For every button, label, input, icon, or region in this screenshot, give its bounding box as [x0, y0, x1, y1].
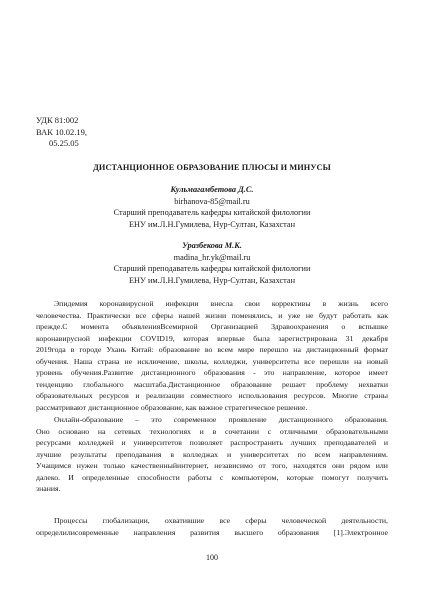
page-number: 100 — [206, 553, 218, 562]
author-block — [36, 240, 388, 286]
text-line: 2019года в городе Ухань Китай: образование во всем мире перешло на дистанционный формат — [36, 345, 388, 355]
author-email: birhanova-85@mail.ru — [174, 196, 250, 206]
text-line: лучшие результаты преподавания в колледжах и университетах по всем направлениям. — [36, 449, 388, 459]
body-paragraph — [36, 298, 388, 413]
body-paragraph — [36, 515, 388, 538]
text-line: прежде.С момента объявленияВсемирной Организацией Здравоохранения о вспышке — [36, 322, 388, 332]
text-line: Онлайн-образование – это современное проявление дистанционного образования. — [54, 415, 388, 424]
text-line: уровень обучения.Развитие дистанционного образования - это направление, которое имеет — [36, 368, 388, 378]
author-position: Старший преподаватель кафедры китайской филологии — [113, 208, 311, 218]
text-line: Эпидемия коронавирусной инфекции внесла свои коррективы в жизнь всего — [54, 299, 388, 308]
author-name: Кульмагамбетова Д.С. — [170, 185, 254, 194]
text-line: Учащимся нужен только качественныйинтернет, независимо от того, находятся они рядом или — [36, 461, 388, 471]
text-line: определилисовременные направления развития высшего образования [1].Электронное — [36, 527, 388, 537]
author-affiliation: ЕНУ им.Л.Н.Гумилева, Нур-Султан, Казахстан — [128, 219, 296, 229]
paper-title: ДИСТАНЦИОННОЕ ОБРАЗОВАНИЕ ПЛЮСЫ И МИНУСЫ — [93, 163, 331, 172]
udk-code: УДК 81:002 — [36, 115, 79, 125]
author-email: madina_hr.yk@mail.ru — [173, 252, 251, 262]
text-line: далеко. И определенные способности работы с компьютером, которые помогут получить — [36, 472, 388, 482]
vak-code-continued: 05.25.05 — [49, 138, 79, 148]
author-name: Уразбекова М.К. — [182, 241, 242, 250]
text-line: рассматривают дистанционное образование, как важное стратегическое решение. — [36, 402, 308, 412]
body-paragraph — [36, 414, 388, 495]
text-line: образовательных ресурсов и реализации совместного использования ресурсов. Многие страны — [36, 391, 388, 401]
vak-code: ВАК 10.02.19, — [36, 126, 87, 137]
text-line: ресурсами колледжей и университетов позволяет распространить лучших преподавателей и — [36, 438, 388, 448]
author-position: Старший преподаватель кафедры китайской филологии — [113, 264, 311, 274]
text-line: знания. — [36, 484, 61, 494]
text-line: человечества. Практически все сферы нашей жизни поменялись, и уже не будут работать как — [36, 310, 388, 320]
text-line: тенденцию глобального масштаба.Дистанционное образование решает проблему нехватки — [36, 379, 388, 389]
text-line: Процессы глобализации, охватившие все сферы человеческой деятельности, — [54, 516, 388, 525]
text-line: коронавирусной инфекции COVID19, которая впервые была зарегистрирована 31 декабря — [36, 333, 388, 343]
text-line: обучения. Наша страна не исключение, школы, колледжи, университеты все перешли на новый — [36, 356, 388, 366]
author-affiliation: ЕНУ им.Л.Н.Гумилева, Нур-Султан, Казахстан — [128, 275, 296, 285]
text-line: Оно основано на сетевых технологиях и в сочетании с отличными образовательными — [36, 426, 388, 436]
author-block — [36, 184, 388, 230]
classification-codes — [36, 115, 87, 150]
